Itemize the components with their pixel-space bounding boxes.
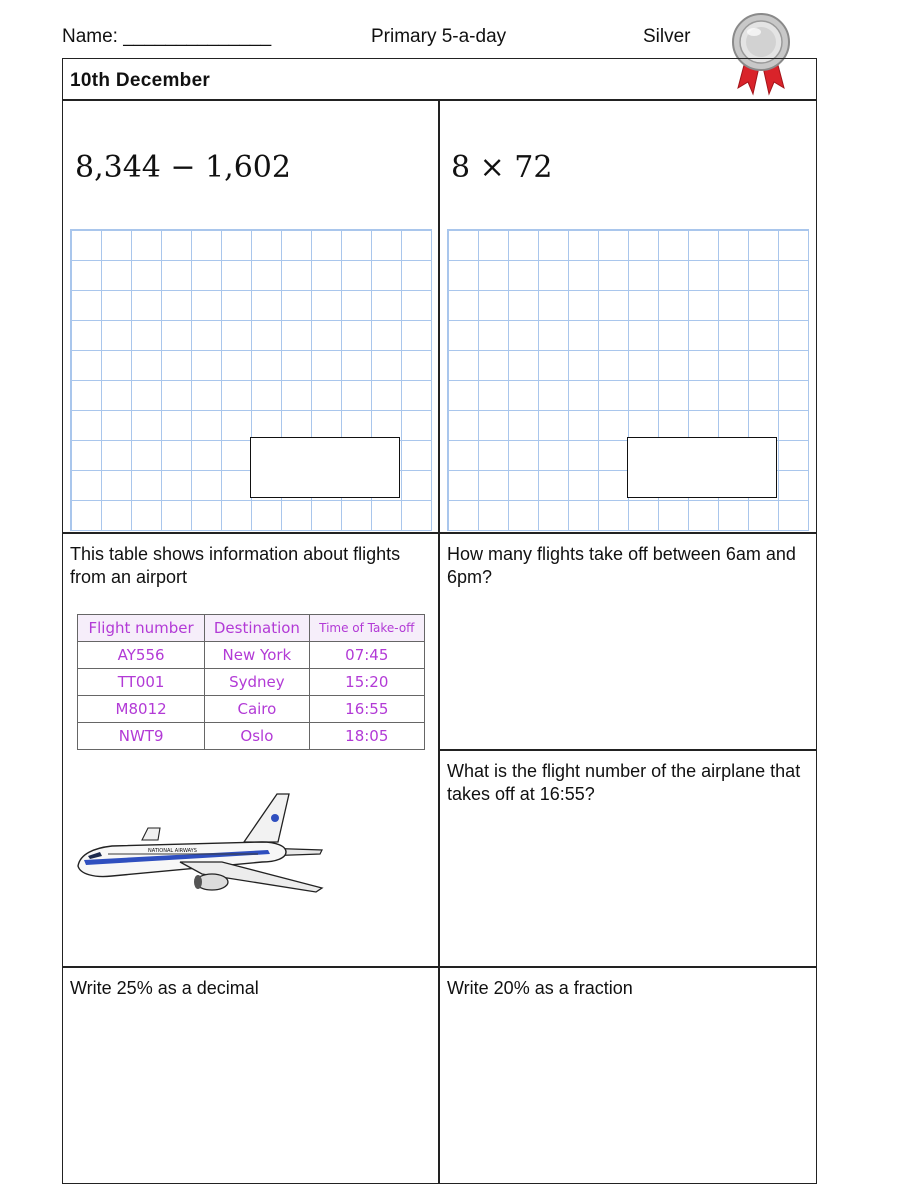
destination-cell: Cairo [205, 696, 309, 723]
destination-cell: New York [205, 642, 309, 669]
level-label: Silver [643, 26, 691, 47]
question-percent-decimal: Write 25% as a decimal [70, 978, 259, 998]
date-divider [62, 99, 817, 101]
question-flight-number: What is the flight number of the airplane that takes off at 16:55? [447, 761, 801, 804]
table-row [78, 669, 425, 696]
flight-number-cell: NWT9 [78, 723, 205, 750]
multiplication-expression: 8 × 72 [451, 150, 553, 185]
destination-cell: Oslo [205, 723, 309, 750]
flight-number-cell: AY556 [78, 642, 205, 669]
time-cell: 15:20 [309, 669, 424, 696]
question-percent-fraction: Write 20% as a fraction [447, 978, 633, 998]
table-header-row [78, 615, 425, 642]
answer-box-multiplication[interactable] [627, 437, 777, 498]
center-divider [438, 99, 440, 1184]
name-label: Name: ______________ [62, 26, 272, 47]
worksheet-date: 10th December [70, 70, 211, 91]
table-row [78, 696, 425, 723]
table-row [78, 642, 425, 669]
table-row [78, 723, 425, 750]
row-divider-2 [62, 966, 817, 968]
subtraction-expression: 8,344 − 1,602 [75, 150, 291, 185]
flight-number-cell: TT001 [78, 669, 205, 696]
col-take-off-time: Time of Take-off [309, 615, 424, 642]
question-flights-between: How many flights take off between 6am and 6pm? [447, 544, 796, 587]
airplane-icon [72, 790, 327, 898]
flights-table [77, 614, 425, 750]
col-flight-number: Flight number [78, 615, 205, 642]
worksheet-title: Primary 5-a-day [371, 26, 507, 47]
airline-livery-text: NATIONAL AIRWAYS [148, 848, 197, 854]
time-cell: 18:05 [309, 723, 424, 750]
time-cell: 16:55 [309, 696, 424, 723]
time-cell: 07:45 [309, 642, 424, 669]
flight-number-cell: M8012 [78, 696, 205, 723]
destination-cell: Sydney [205, 669, 309, 696]
col-destination: Destination [205, 615, 309, 642]
row-divider-right [438, 749, 817, 751]
answer-box-subtraction[interactable] [250, 437, 400, 498]
flights-intro: This table shows information about flights from an airport [70, 544, 401, 587]
row-divider-1 [62, 532, 817, 534]
